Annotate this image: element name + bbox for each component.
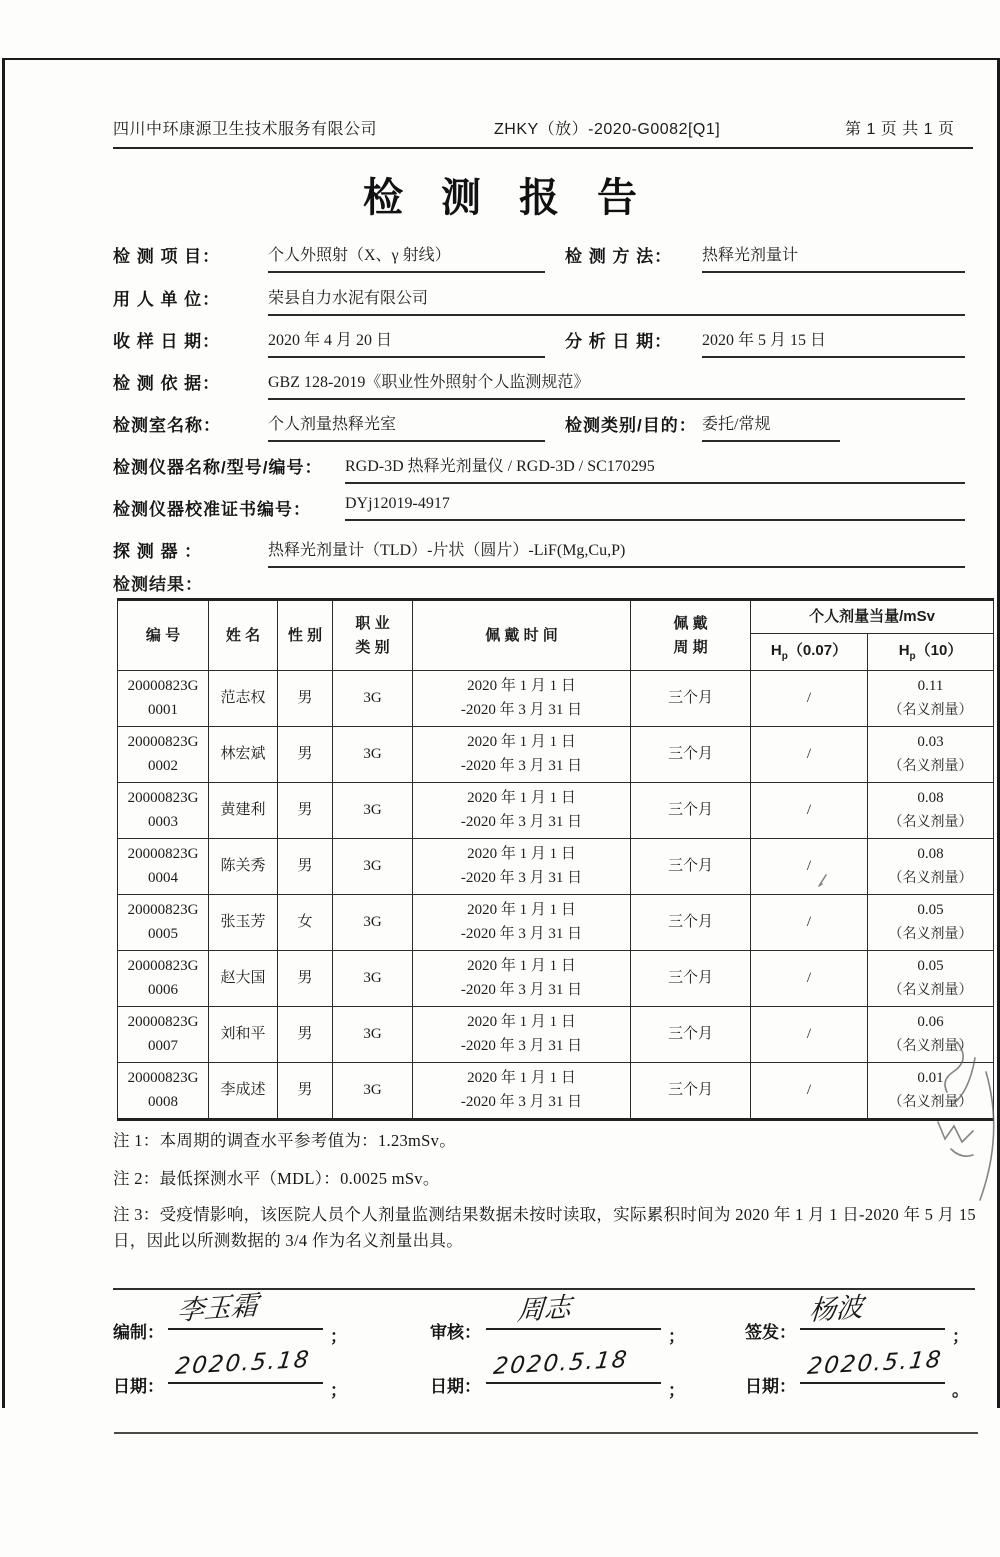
note-3: 注 3：受疫情影响，该医院人员个人剂量监测结果数据未按时读取，实际累积时间为 2020 年 1 月 1 日-2020 年 5 月 15 日，因此以所测数据的 3/4 作为名义剂量出具。 [113,1205,976,1250]
cell-job-category: 3G [333,783,413,839]
cell-wear-time: 2020 年 1 月 1 日 -2020 年 3 月 31 日 [413,727,631,783]
field-row [0,411,1000,445]
cell-hp007: / [751,839,868,895]
reviewed-date: 2020.5.18 [492,1346,631,1380]
separator: ； [668,1381,685,1400]
col-header-job: 职 业 类 别 [333,600,413,671]
cell-badge-id: 20000823G 0004 [118,839,209,895]
field-row [0,285,1000,319]
cell-wear-time: 2020 年 1 月 1 日 -2020 年 3 月 31 日 [413,895,631,951]
cell-wear-time: 2020 年 1 月 1 日 -2020 年 3 月 31 日 [413,1063,631,1120]
cell-name: 陈关秀 [209,839,278,895]
prepared-date: 2020.5.18 [174,1346,313,1380]
col-header-hp10: $H_p(10)$ [868,634,994,671]
cell-hp007: / [751,1063,868,1120]
cell-gender: 男 [278,727,333,783]
field-value: 个人剂量热释光室 [268,411,545,442]
col-header-wear-cycle: 佩 戴 周 期 [631,600,751,671]
field-value: 个人外照射（X、γ 射线） [268,242,545,273]
col-header-name: 姓 名 [209,600,278,671]
prepared-by-signature: 李玉霜 [176,1290,260,1327]
reviewed-by-label: 审核： [430,1323,481,1342]
cell-hp10-dose: 0.08 （名义剂量） [868,839,994,895]
field-value: 热释光剂量计 [702,242,965,273]
field-row [0,453,1000,487]
cell-name: 赵大国 [209,951,278,1007]
results-table-head [118,600,994,671]
issued-date: 2020.5.18 [806,1346,945,1380]
cell-hp10-dose: 0.05 （名义剂量） [868,951,994,1007]
cell-hp007: / [751,1007,868,1063]
cell-wear-cycle: 三个月 [631,783,751,839]
col-header-dose-group: 个人剂量当量/mSv [751,600,994,634]
reviewed-by-signature: 周志 [516,1291,573,1327]
cell-wear-time: 2020 年 1 月 1 日 -2020 年 3 月 31 日 [413,839,631,895]
cell-job-category: 3G [333,671,413,727]
prepared-by-signature-line [168,1290,323,1330]
report-number: ZHKY（放）-2020-G0082[Q1] [494,121,721,138]
cell-hp007: / [751,783,868,839]
cell-badge-id: 20000823G 0008 [118,1063,209,1120]
table-row [118,839,994,895]
col-header-id: 编 号 [118,600,209,671]
cell-hp007: / [751,895,868,951]
document-title: 检测报告 [363,176,675,220]
cell-wear-time: 2020 年 1 月 1 日 -2020 年 3 月 31 日 [413,1007,631,1063]
field-label: 检测类别/目的： [565,416,697,435]
table-row [118,783,994,839]
col-header-gender: 性 别 [278,600,333,671]
field-label: 用 人 单 位： [113,290,221,309]
field-value: 2020 年 4 月 20 日 [268,327,545,358]
field-label: 检测室名称： [113,416,221,435]
cell-wear-cycle: 三个月 [631,1063,751,1120]
cell-hp10-dose: 0.05 （名义剂量） [868,895,994,951]
cell-job-category: 3G [333,951,413,1007]
field-value: DYj12019-4917 [345,495,965,521]
company-name: 四川中环康源卫生技术服务有限公司 [113,121,378,138]
issued-by-signature: 杨波 [808,1291,865,1327]
field-value: GBZ 128-2019《职业性外照射个人监测规范》 [268,369,965,400]
table-row [118,727,994,783]
field-label: 检 测 依 据： [113,374,221,393]
page-count: 第 1 页 共 1 页 [845,121,955,138]
cell-badge-id: 20000823G 0006 [118,951,209,1007]
field-label: 检 测 方 法： [565,247,673,266]
reviewed-date-label: 日期： [430,1377,481,1396]
issued-by-label: 签发： [745,1323,796,1342]
field-row [0,537,1000,571]
cell-job-category: 3G [333,839,413,895]
cell-name: 黄建利 [209,783,278,839]
cell-job-category: 3G [333,1007,413,1063]
cell-hp007: / [751,951,868,1007]
field-label: 分 析 日 期： [565,332,673,351]
reviewed-date-line [486,1346,661,1384]
cell-wear-cycle: 三个月 [631,895,751,951]
separator: ； [952,1327,969,1346]
field-value: 热释光剂量计（TLD）-片状（圆片）-LiF(Mg,Cu,P) [268,537,965,568]
cell-gender: 男 [278,671,333,727]
cell-name: 刘和平 [209,1007,278,1063]
reviewed-by-signature-line [486,1291,661,1330]
field-label: 收 样 日 期： [113,332,221,351]
cell-job-category: 3G [333,895,413,951]
field-label: 探 测 器 ： [113,542,203,561]
cell-hp10-dose: 0.06 （名义剂量） [868,1007,994,1063]
cell-gender: 男 [278,1007,333,1063]
cell-wear-time: 2020 年 1 月 1 日 -2020 年 3 月 31 日 [413,783,631,839]
prepared-date-line [168,1346,323,1384]
field-label: 检 测 项 目： [113,247,221,266]
field-row [0,495,1000,529]
note-1: 注 1：本周期的调查水平参考值为：1.23mSv。 [113,1131,457,1150]
issued-date-label: 日期： [745,1377,796,1396]
cell-hp10-dose: 0.03 （名义剂量） [868,727,994,783]
cell-name: 范志权 [209,671,278,727]
cell-badge-id: 20000823G 0002 [118,727,209,783]
table-row [118,895,994,951]
field-value: 委托/常规 [702,411,840,442]
field-value: RGD-3D 热释光剂量仪 / RGD-3D / SC170295 [345,453,965,484]
results-table [117,598,994,1121]
cell-job-category: 3G [333,727,413,783]
cell-wear-cycle: 三个月 [631,951,751,1007]
cell-job-category: 3G [333,1063,413,1120]
cell-name: 李成述 [209,1063,278,1120]
cell-badge-id: 20000823G 0001 [118,671,209,727]
footer-rule [114,1432,978,1434]
field-label: 检测仪器名称/型号/编号： [113,458,323,477]
prepared-date-label: 日期： [113,1377,164,1396]
cell-gender: 男 [278,783,333,839]
separator: 。 [952,1381,969,1400]
cell-hp007: / [751,727,868,783]
cell-name: 林宏斌 [209,727,278,783]
cell-badge-id: 20000823G 0007 [118,1007,209,1063]
cell-wear-cycle: 三个月 [631,671,751,727]
col-header-hp007: $H_p(0.07)$ [751,634,868,671]
cell-hp10-dose: 0.11 （名义剂量） [868,671,994,727]
field-row [0,369,1000,403]
field-value: 荣县自力水泥有限公司 [268,285,965,316]
table-row [118,951,994,1007]
cell-wear-time: 2020 年 1 月 1 日 -2020 年 3 月 31 日 [413,671,631,727]
field-row [0,242,1000,276]
cell-hp10-dose: 0.01 （名义剂量） [868,1063,994,1120]
separator: ； [668,1327,685,1346]
field-value: 2020 年 5 月 15 日 [702,327,965,358]
prepared-by-label: 编制： [113,1323,164,1342]
cell-gender: 男 [278,1063,333,1120]
cell-hp10-dose: 0.08 （名义剂量） [868,783,994,839]
cell-gender: 男 [278,839,333,895]
cell-wear-time: 2020 年 1 月 1 日 -2020 年 3 月 31 日 [413,951,631,1007]
cell-badge-id: 20000823G 0005 [118,895,209,951]
cell-name: 张玉芳 [209,895,278,951]
field-row [0,327,1000,361]
cell-gender: 男 [278,951,333,1007]
table-row [118,1063,994,1120]
cell-wear-cycle: 三个月 [631,1007,751,1063]
cell-wear-cycle: 三个月 [631,839,751,895]
issued-date-line [800,1346,945,1384]
separator: ； [330,1381,347,1400]
results-table-body [118,671,994,1120]
table-row [118,1007,994,1063]
issued-by-signature-line [800,1291,945,1330]
cell-wear-cycle: 三个月 [631,727,751,783]
note-2: 注 2：最低探测水平（MDL）：0.0025 mSv。 [113,1169,440,1188]
cell-badge-id: 20000823G 0003 [118,783,209,839]
header-rule [113,147,973,149]
results-section-label: 检测结果： [113,575,203,594]
field-label: 检测仪器校准证书编号： [113,500,311,519]
separator: ； [330,1327,347,1346]
cell-hp007: / [751,671,868,727]
col-header-wear-time: 佩 戴 时 间 [413,600,631,671]
cell-gender: 女 [278,895,333,951]
table-row [118,671,994,727]
